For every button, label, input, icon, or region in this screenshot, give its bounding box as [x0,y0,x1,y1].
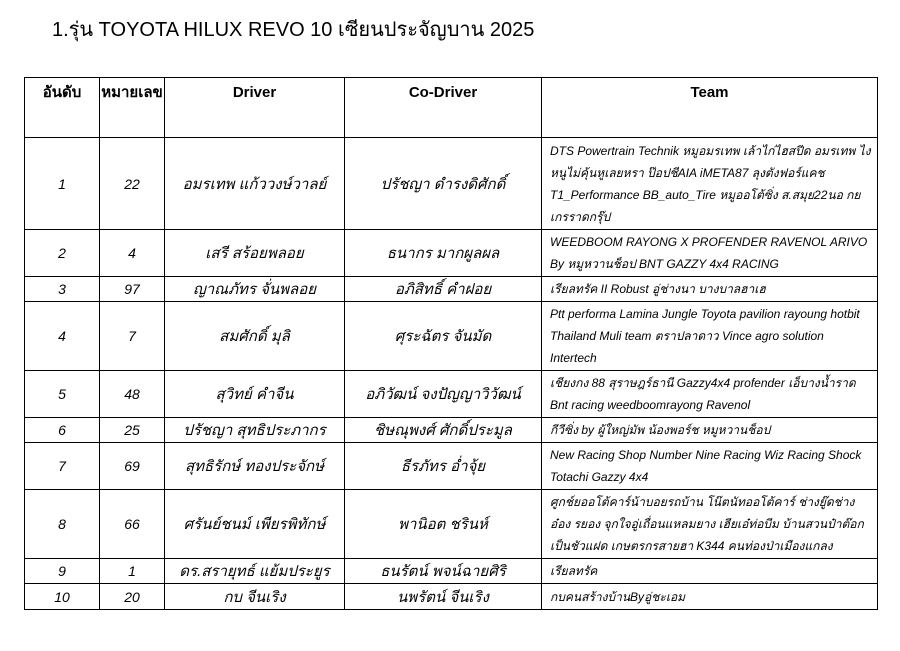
table-row [25,371,878,418]
header-codriver: Co-Driver [345,78,542,138]
number-cell: 69 [100,443,165,490]
codriver-cell: อภิวัฒน์ จงปัญญาวิวัฒน์ [345,371,542,418]
codriver-cell: ชิษณุพงศ์ ศักดิ์ประมูล [345,418,542,443]
number-cell: 25 [100,418,165,443]
number-cell: 22 [100,138,165,230]
driver-cell: ดร.สรายุทธ์ แย้มประยูร [165,559,345,584]
table-row [25,230,878,277]
header-rank: อันดับ [25,78,100,138]
rank-cell: 9 [25,559,100,584]
codriver-cell: ศุระฉัตร จันมัด [345,302,542,371]
rank-cell: 1 [25,138,100,230]
header-team: Team [542,78,878,138]
team-cell: Ptt performa Lamina Jungle Toyota pavilion rayoung hotbit Thailand Muli team ตราปลาดาว Vince agro solution Intertech [542,302,878,371]
driver-cell: สุทธิรักษ์ ทองประจักษ์ [165,443,345,490]
table-row [25,559,878,584]
rank-cell: 2 [25,230,100,277]
team-cell: DTS Powertrain Technik หมูอมรเทพ เล้าไก่ไฮสปีด อมรเทพ ไงหนูไม่คุ้นหูเลยหรา ป๊อปชีAIA iMETA87 ลุงตังฟอร์แคช T1_Performance BB_auto_Tire หมูออโต้ซิ่ง ส.สมุย22นอ กยเกรราดกรุ๊ป [542,138,878,230]
team-cell: WEEDBOOM RAYONG X PROFENDER RAVENOL ARIVO By หมูหวานช็อป BNT GAZZY 4x4 RACING [542,230,878,277]
number-cell: 20 [100,584,165,610]
team-cell: New Racing Shop Number Nine Racing Wiz Racing Shock Totachi Gazzy 4x4 [542,443,878,490]
driver-cell: ศรันย์ชนม์ เพียรพิทักษ์ [165,490,345,559]
driver-cell: เสรี สร้อยพลอย [165,230,345,277]
table-row [25,584,878,610]
codriver-cell: ธีรภัทร อ่ำจุ้ย [345,443,542,490]
table-row [25,443,878,490]
results-table [24,77,878,610]
driver-cell: สุวิทย์ คำจีน [165,371,345,418]
number-cell: 97 [100,277,165,302]
rank-cell: 7 [25,443,100,490]
codriver-cell: ปรัชญา ดำรงดิศักดิ์ [345,138,542,230]
team-cell: ศูกช์ยออโต้คาร์น้าบอยรถบ้าน โน๊ตนัทออโต้คาร์ ช่างยู๊ดช่างอ๋อง รยอง จุกใจอู่เถื่อนแหลมยาง เฮียเอ๋ท่อบีม บ้านสวนป๋าต๊อก เป็นชัวแฝด เกษตรกรสายฮา K344 คนท่องป่าเมืองแกลง [542,490,878,559]
codriver-cell: นพรัตน์ จีนเริง [345,584,542,610]
table-row [25,138,878,230]
team-cell: เรียลทรัค [542,559,878,584]
number-cell: 4 [100,230,165,277]
rank-cell: 10 [25,584,100,610]
codriver-cell: ธนรัตน์ พจน์ฉายศิริ [345,559,542,584]
number-cell: 48 [100,371,165,418]
team-cell: เรียลทรัค II Robust อู่ช่างนา บางบาลฮาเฮ [542,277,878,302]
header-number: หมายเลข [100,78,165,138]
team-cell: กีวีซิ่ง by ผู้ใหญ่มัพ น้องพอร์ช หมูหวานช็อป [542,418,878,443]
page-title: 1.รุ่น TOYOTA HILUX REVO 10 เซียนประจัญบาน 2025 [52,19,535,41]
rank-cell: 5 [25,371,100,418]
codriver-cell: ธนากร มากผูลผล [345,230,542,277]
header-driver: Driver [165,78,345,138]
team-cell: กบคนสร้างบ้านByอู่ชะเอม [542,584,878,610]
driver-cell: กบ จีนเริง [165,584,345,610]
driver-cell: อมรเทพ แก้ววงษ์วาลย์ [165,138,345,230]
rank-cell: 6 [25,418,100,443]
driver-cell: สมศักดิ์ มุลิ [165,302,345,371]
table-header-row [25,78,878,138]
team-cell: เชียงกง 88 สุราษฎร์ธานี Gazzy4x4 profender เอ็บางน้ำราด Bnt racing weedboomrayong Ravenol [542,371,878,418]
table-row [25,302,878,371]
codriver-cell: พานิอต ชรินห์ [345,490,542,559]
table-row [25,277,878,302]
driver-cell: ปรัชญา สุทธิประภากร [165,418,345,443]
number-cell: 1 [100,559,165,584]
number-cell: 66 [100,490,165,559]
codriver-cell: อภิสิทธิ์ คำฝอย [345,277,542,302]
driver-cell: ญาณภัทร จั่นพลอย [165,277,345,302]
rank-cell: 8 [25,490,100,559]
number-cell: 7 [100,302,165,371]
rank-cell: 4 [25,302,100,371]
rank-cell: 3 [25,277,100,302]
table-row [25,418,878,443]
table-row [25,490,878,559]
